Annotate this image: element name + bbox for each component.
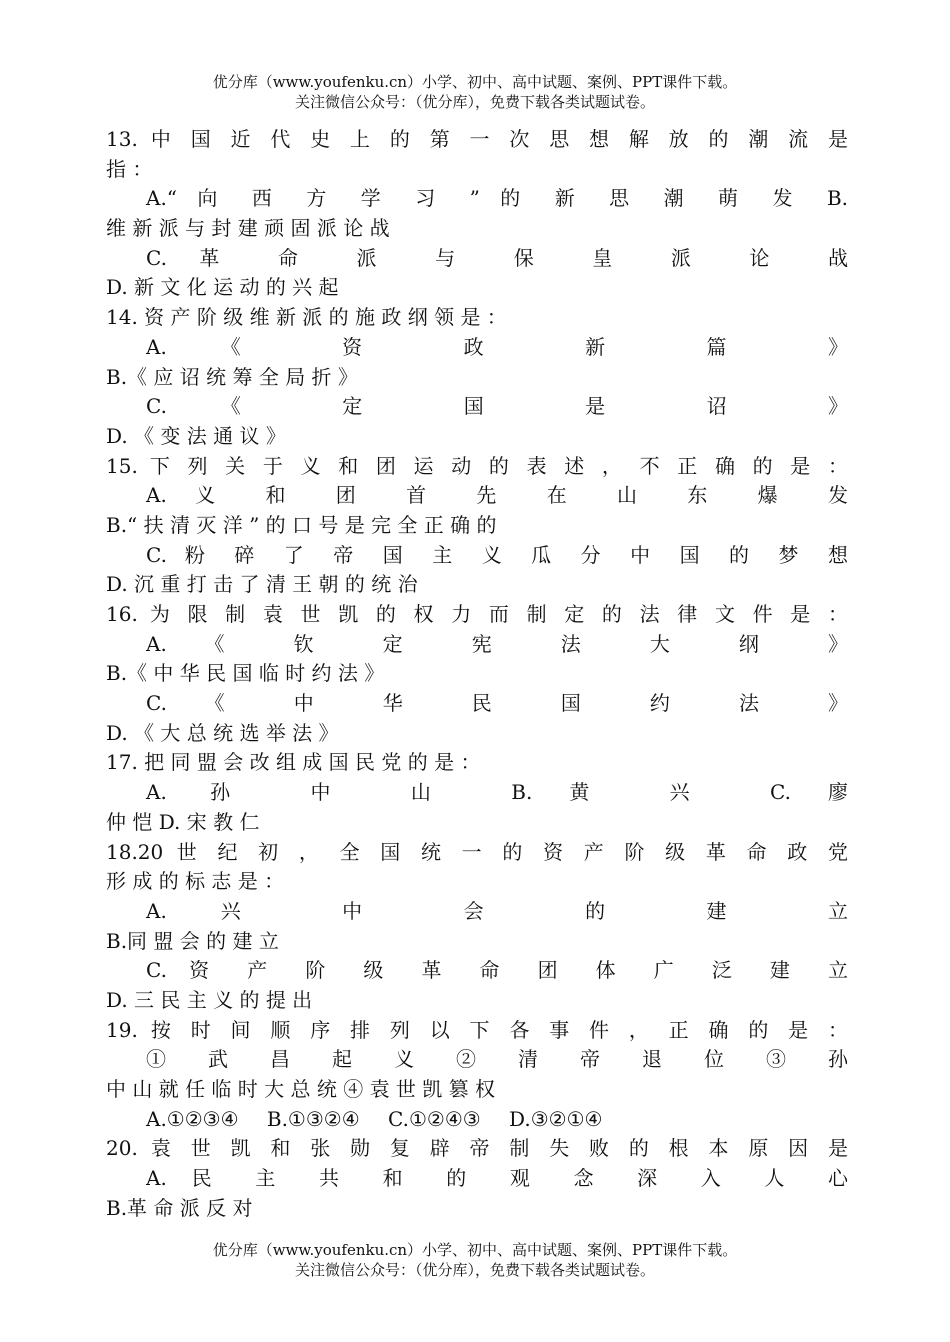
text-line: C. 粉 碎 了 帝 国 主 义 瓜 分 中 国 的 梦 想 xyxy=(146,542,848,567)
text-line: B.同 盟 会 的 建 立 xyxy=(106,928,279,953)
page-header xyxy=(0,72,950,112)
text-line: A.“ 向 西 方 学 习 ” 的 新 思 潮 萌 发 B. xyxy=(146,186,848,211)
text-line: A. 民 主 共 和 的 观 念 深 入 人 心 xyxy=(146,1166,848,1191)
page-footer xyxy=(0,1240,950,1280)
text-line: 15. 下 列 关 于 义 和 团 运 动 的 表 述 ， 不 正 确 的 是 ： xyxy=(106,453,848,478)
text-line: C. 资 产 阶 级 革 命 团 体 广 泛 建 立 xyxy=(146,958,848,983)
text-line: 19. 按 时 间 顺 序 排 列 以 下 各 事 件 ， 正 确 的 是 ： xyxy=(106,1017,848,1042)
text-line: B.“ 扶 清 灭 洋 ” 的 口 号 是 完 全 正 确 的 xyxy=(106,512,497,537)
text-line: 20. 袁 世 凯 和 张 勋 复 辟 帝 制 失 败 的 根 本 原 因 是 xyxy=(106,1136,848,1161)
text-line: D. 《 大 总 统 选 举 法 》 xyxy=(106,720,339,745)
text-line: 形 成 的 标 志 是 ： xyxy=(106,869,285,894)
text-line: A. 《 资 政 新 篇 》 xyxy=(146,334,848,359)
text-line: C. 《 定 国 是 诏 》 xyxy=(146,394,848,419)
text-line: D. 三 民 主 义 的 提 出 xyxy=(106,987,313,1012)
text-line: B.《 应 诏 统 筹 全 局 折 》 xyxy=(106,364,358,389)
text-line: 中 山 就 任 临 时 大 总 统 ④ 袁 世 凯 篡 权 xyxy=(106,1077,496,1101)
text-line: D. 《 变 法 通 议 》 xyxy=(106,423,286,448)
text-line: B.《 中 华 民 国 临 时 约 法 》 xyxy=(106,661,385,686)
text-line: 13. 中 国 近 代 史 上 的 第 一 次 思 想 解 放 的 潮 流 是 xyxy=(106,127,848,151)
text-line: C. 革 命 派 与 保 皇 派 论 战 xyxy=(146,245,848,270)
text-line: C. 《 中 华 民 国 约 法 》 xyxy=(146,691,848,716)
text-line: 18.20 世 纪 初 ， 全 国 统 一 的 资 产 阶 级 革 命 政 党 xyxy=(106,839,848,864)
text-line: B.革 命 派 反 对 xyxy=(106,1195,253,1220)
text-line: A. 孙 中 山 B.黄 兴 C.廖 xyxy=(146,780,848,805)
text-line: A. 《 钦 定 宪 法 大 纲 》 xyxy=(146,631,848,656)
header-line-2: 关注微信公众号：（优分库），免费下载各类试题试卷。 xyxy=(294,93,655,111)
text-line: D. 新 文 化 运 动 的 兴 起 xyxy=(106,275,339,300)
exam-questions xyxy=(106,125,848,1223)
text-line: 维 新 派 与 封 建 顽 固 派 论 战 xyxy=(106,216,390,241)
text-line: A. 义 和 团 首 先 在 山 东 爆 发 xyxy=(146,483,848,508)
text-line: D. 沉 重 打 击 了 清 王 朝 的 统 治 xyxy=(106,572,418,597)
text-line: 14. 资 产 阶 级 维 新 派 的 施 政 纲 领 是 ： xyxy=(106,305,507,330)
text-line: A. 兴 中 会 的 建 立 xyxy=(146,898,848,923)
text-line: 指 ： xyxy=(106,156,153,181)
footer-line-2: 关注微信公众号：（优分库），免费下载各类试题试卷。 xyxy=(294,1261,655,1279)
text-line: 16. 为 限 制 袁 世 凯 的 权 力 而 制 定 的 法 律 文 件 是 ： xyxy=(106,602,848,626)
text-line: 仲 恺 D. 宋 教 仁 xyxy=(106,809,260,834)
header-line-1: 优分库（www.youfenku.cn）小学、初中、高中试题、案例、PPT课件下载。 xyxy=(212,73,738,91)
footer-line-1: 优分库（www.youfenku.cn）小学、初中、高中试题、案例、PPT课件下载。 xyxy=(212,1241,738,1259)
text-line: A.①②③④ B.①③②④ C.①②④③ D.③②①④ xyxy=(146,1106,603,1131)
text-line: 17. 把 同 盟 会 改 组 成 国 民 党 的 是 ： xyxy=(106,750,481,775)
text-line: ① 武 昌 起 义 ② 清 帝 退 位 ③ 孙 xyxy=(146,1047,848,1072)
